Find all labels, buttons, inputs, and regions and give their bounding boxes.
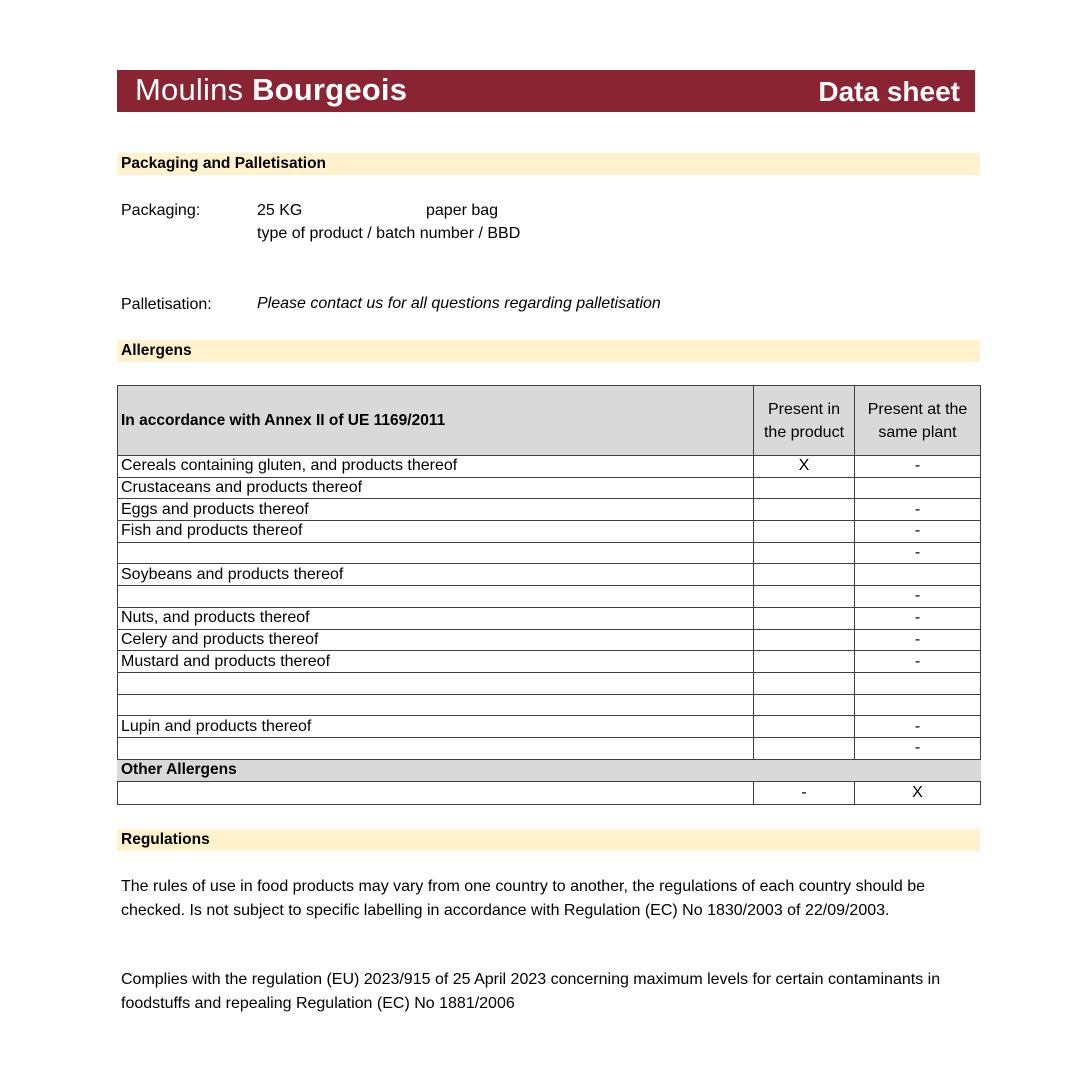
allergen-name-cell: Nuts, and products thereof xyxy=(118,607,754,629)
present-same-plant-cell: - xyxy=(855,521,981,543)
present-same-plant-cell: - xyxy=(855,586,981,608)
present-same-plant-cell xyxy=(855,672,981,694)
present-in-product-cell xyxy=(754,672,855,694)
allergen-name-cell: Lupin and products thereof xyxy=(118,716,754,738)
section-title-regulations: Regulations xyxy=(121,831,210,848)
present-in-product-cell xyxy=(754,521,855,543)
allergen-row xyxy=(118,564,981,586)
allergen-name-cell xyxy=(118,542,754,564)
allergen-name-cell xyxy=(118,737,754,759)
allergen-table-header xyxy=(118,386,981,456)
allergen-name-cell xyxy=(118,694,754,716)
section-header-allergens xyxy=(117,340,980,362)
present-in-product-cell: - xyxy=(754,781,855,804)
header-banner xyxy=(117,70,975,112)
header-present-same-plant-cell xyxy=(855,386,981,456)
packaging-weight: 25 KG xyxy=(257,202,303,219)
palletisation-label: Palletisation: xyxy=(121,296,212,313)
packaging-marking: type of product / batch number / BBD xyxy=(257,225,521,242)
present-in-product-cell xyxy=(754,629,855,651)
allergen-row xyxy=(118,477,981,499)
present-in-product-cell xyxy=(754,564,855,586)
present-in-product-cell xyxy=(754,737,855,759)
present-same-plant-cell: - xyxy=(855,737,981,759)
palletisation-value: Please contact us for all questions regarding palletisation xyxy=(257,295,661,312)
allergen-name-cell: Mustard and products thereof xyxy=(118,651,754,673)
present-same-plant-cell xyxy=(855,477,981,499)
header-present-same-plant-line: same plant xyxy=(878,423,957,441)
allergen-row xyxy=(118,542,981,564)
allergen-row xyxy=(118,521,981,543)
header-present-in-product-line: Present in xyxy=(767,400,841,418)
brand-name-bold: Bourgeois xyxy=(252,72,408,107)
other-allergens-header-row xyxy=(118,759,981,781)
header-regulation-cell: In accordance with Annex II of UE 1169/2011 xyxy=(118,386,754,456)
section-title-packaging: Packaging and Palletisation xyxy=(121,155,327,172)
regulations-paragraph-line: Complies with the regulation (EU) 2023/915 of 25 April 2023 concerning maximum levels for certain contaminants in xyxy=(121,971,941,988)
packaging-label: Packaging: xyxy=(121,202,201,219)
present-in-product-cell xyxy=(754,651,855,673)
regulations-paragraph-line: checked. Is not subject to specific labelling in accordance with Regulation (EC) No 1830/2003 of 22/09/2003. xyxy=(121,902,890,919)
present-in-product-cell xyxy=(754,542,855,564)
allergen-name-cell xyxy=(118,586,754,608)
allergen-name-cell xyxy=(118,672,754,694)
present-in-product-cell xyxy=(754,586,855,608)
allergen-table xyxy=(117,385,981,805)
brand-name-regular: Moulins xyxy=(135,72,244,107)
allergen-row xyxy=(118,607,981,629)
present-in-product-cell xyxy=(754,477,855,499)
present-same-plant-cell: X xyxy=(855,781,981,804)
allergen-row xyxy=(118,651,981,673)
allergen-row xyxy=(118,694,981,716)
regulations-paragraph-line: The rules of use in food products may vary from one country to another, the regulations of each country should be xyxy=(121,878,926,895)
section-title-allergens: Allergens xyxy=(121,342,192,359)
allergen-row xyxy=(118,499,981,521)
regulations-paragraph-line: foodstuffs and repealing Regulation (EC) No 1881/2006 xyxy=(121,995,515,1012)
present-same-plant-cell: - xyxy=(855,607,981,629)
present-same-plant-cell: - xyxy=(855,629,981,651)
present-in-product-cell xyxy=(754,716,855,738)
present-in-product-cell xyxy=(754,694,855,716)
brand-logo xyxy=(135,72,407,108)
present-same-plant-cell: - xyxy=(855,542,981,564)
document-type-title: Data sheet xyxy=(818,76,960,107)
other-allergens-title: Other Allergens xyxy=(118,759,981,781)
present-same-plant-cell: - xyxy=(855,716,981,738)
allergen-row xyxy=(118,629,981,651)
present-same-plant-cell xyxy=(855,564,981,586)
allergen-name-cell: Celery and products thereof xyxy=(118,629,754,651)
present-in-product-cell xyxy=(754,499,855,521)
other-allergens-row xyxy=(118,781,981,804)
section-header-packaging xyxy=(117,153,980,175)
allergen-name-cell: Fish and products thereof xyxy=(118,521,754,543)
allergen-row xyxy=(118,586,981,608)
header-present-in-product-line: the product xyxy=(763,423,845,441)
allergen-name-cell: Crustaceans and products thereof xyxy=(118,477,754,499)
allergen-row xyxy=(118,716,981,738)
present-same-plant-cell: - xyxy=(855,651,981,673)
allergen-name-cell: Eggs and products thereof xyxy=(118,499,754,521)
header-present-in-product-cell xyxy=(754,386,855,456)
allergen-name-cell: Cereals containing gluten, and products thereof xyxy=(118,456,754,478)
allergen-name-cell: Soybeans and products thereof xyxy=(118,564,754,586)
allergen-name-cell xyxy=(118,781,754,804)
allergen-row xyxy=(118,672,981,694)
present-in-product-cell xyxy=(754,607,855,629)
present-same-plant-cell: - xyxy=(855,499,981,521)
allergen-row xyxy=(118,456,981,478)
packaging-type: paper bag xyxy=(426,202,499,219)
present-in-product-cell: X xyxy=(754,456,855,478)
present-same-plant-cell: - xyxy=(855,456,981,478)
section-header-regulations xyxy=(117,829,980,851)
header-present-same-plant-line: Present at the xyxy=(867,400,968,418)
allergen-row xyxy=(118,737,981,759)
present-same-plant-cell xyxy=(855,694,981,716)
